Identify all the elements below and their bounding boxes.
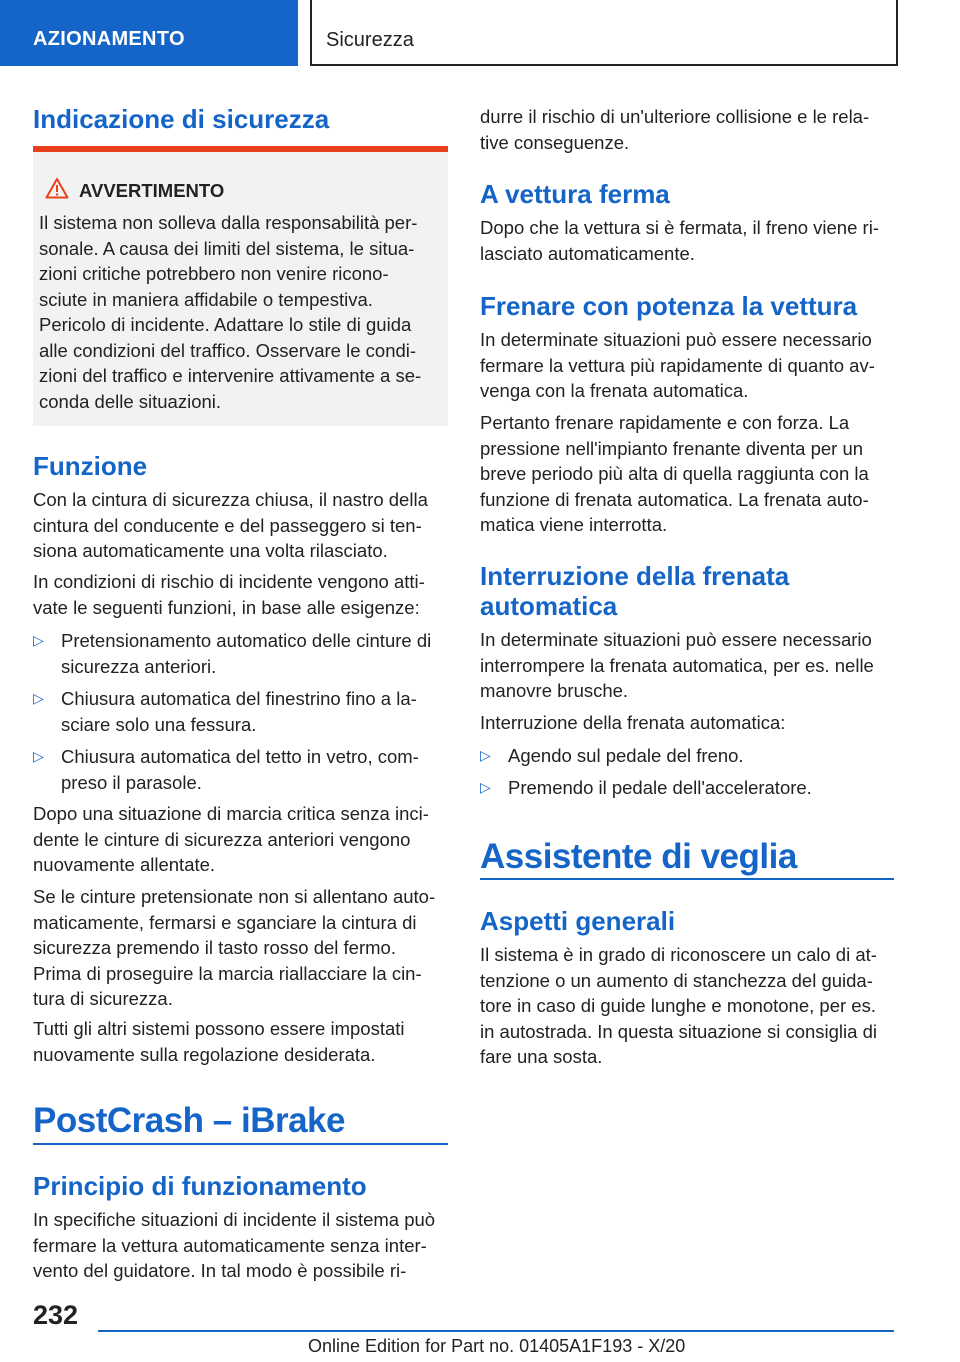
text-line: Prima di proseguire la marcia riallacciare la cin- [33,962,422,984]
heading-brake-hard: Frenare con potenza la vettura [480,291,858,321]
text-line: Dopo che la vettura si è fermata, il freno viene ri- [480,217,879,238]
paragraph-function-1 [33,487,448,564]
triangle-bullet-icon: ▷ [33,632,44,648]
text-line: manovre brusche. [480,680,629,701]
heading-function: Funzione [33,451,148,481]
paragraph-function-5 [33,1016,448,1067]
text-line: tore in caso di guide lunghe e monotone, per es. [480,995,876,1016]
triangle-bullet-icon: ▷ [33,690,44,706]
text-line: Dopo una situazione di marcia critica senza inci- [33,803,429,824]
text-line: breve periodo più alta di quella raggiunta con la [480,463,869,484]
text-line: tive conseguenze. [480,131,630,153]
text-line: In specifiche situazioni di incidente il sistema può [33,1209,436,1230]
header-chapter-label: Sicurezza [326,29,414,51]
paragraph-interrupt-1 [480,627,895,704]
section-divider [33,1143,448,1145]
warning-title: AVVERTIMENTO [79,180,225,201]
paragraph-general [480,942,895,1070]
paragraph-function-4 [33,884,448,1012]
heading-general: Aspetti generali [480,906,676,936]
heading-vehicle-stopped: A vettura ferma [480,179,670,209]
paragraph-brake-1 [480,327,895,404]
paragraph-principle-cont [480,104,895,155]
header-section-tab [0,0,298,66]
warning-line: alle condizioni del traffico. Osservare le condi- [39,339,417,361]
text-line: Chiusura automatica del finestrino fino a la- [61,688,417,709]
text-line: cintura del conducente e del passeggero si ten- [33,514,422,536]
text-line: tenzione o un aumento di stanchezza del guida- [480,969,873,991]
paragraph-interrupt-2: Interruzione della frenata automatica: [480,712,786,733]
triangle-bullet-icon: ▷ [33,748,44,764]
text-line: fare una sosta. [480,1046,603,1067]
text-line: maticamente, fermarsi e sganciare la cintura di [33,911,417,933]
warning-line: zioni critiche potrebbero non venire ricono- [39,263,389,284]
heading-interrupt [480,561,789,621]
text-line: sicurezza anteriori. [61,655,217,677]
warning-box [33,146,448,426]
warning-line: zioni del traffico e intervenire attivamente a se- [39,365,422,386]
heading-safety: Indicazione di sicurezza [33,104,330,134]
text-line: fermare la vettura automaticamente senza inter- [33,1234,427,1256]
warning-line: sonale. A causa dei limiti del sistema, le situa- [39,237,415,259]
text-line: Premendo il pedale dell'acceleratore. [508,777,812,798]
text-line: matica viene interrotta. [480,514,668,535]
text-line: Con la cintura di sicurezza chiusa, il nastro della [33,489,428,510]
text-line: In determinate situazioni può essere necessario [480,629,872,650]
warning-line: Il sistema non solleva dalla responsabilità per- [39,212,418,233]
triangle-bullet-icon: ▷ [480,779,491,795]
heading-assistant: Assistente di veglia [480,837,797,876]
text-line: fermare la vettura più rapidamente di quanto av- [480,354,875,376]
footer-divider [98,1330,894,1332]
page-number: 232 [33,1300,79,1330]
text-line: sciare solo una fessura. [61,713,257,735]
text-line: In condizioni di rischio di incidente vengono atti- [33,571,425,592]
text-line: Il sistema è in grado di riconoscere un calo di at- [480,944,877,965]
text-line: tura di sicurezza. [33,988,173,1009]
text-line: Pertanto frenare rapidamente e con forza. La [480,412,850,433]
text-line: Agendo sul pedale del freno. [508,745,744,766]
text-line: Tutti gli altri sistemi possono essere impostati [33,1018,405,1039]
text-line: interrompere la frenata automatica, per es. nelle [480,654,874,676]
text-line: lasciato automaticamente. [480,242,695,264]
warning-line: sciute in maniera affidabile o tempestiva. [39,288,373,310]
paragraph-brake-2 [480,410,895,538]
paragraph-function-3 [33,801,448,878]
text-line: vento del guidatore. In tal modo è possibile ri- [33,1260,407,1281]
warning-line: conda delle situazioni. [39,390,222,412]
paragraph-function-2 [33,569,448,620]
text-line: funzione di frenata automatica. La frenata auto- [480,488,869,510]
footer-edition: Online Edition for Part no. 01405A1F193 - X/20 [308,1336,686,1356]
header-section-label: AZIONAMENTO [33,28,185,50]
section-divider [480,878,894,880]
text-line: nuovamente sulla regolazione desiderata. [33,1043,376,1065]
heading-postcrash: PostCrash – iBrake [33,1101,345,1140]
text-line: venga con la frenata automatica. [480,380,749,401]
text-line: vate le seguenti funzioni, in base alle esigenze: [33,596,420,618]
triangle-bullet-icon: ▷ [480,747,491,763]
text-line: Pretensionamento automatico delle cinture di [61,630,432,651]
text-line: dente le cinture di sicurezza anteriori vengono [33,828,411,850]
text-line: In determinate situazioni può essere necessario [480,329,872,350]
paragraph-vehicle-stopped [480,215,895,266]
text-line: nuovamente allentate. [33,854,216,875]
header-chapter-tab [310,0,898,66]
text-line: durre il rischio di un'ulteriore collisione e le rela- [480,106,870,127]
heading-principle: Principio di funzionamento [33,1171,367,1201]
text-line: sicurezza premendo il tasto rosso del fermo. [33,937,396,958]
text-line: pressione nell'impianto frenante diventa per un [480,437,864,459]
text-line: siona automaticamente una volta rilasciato. [33,540,388,561]
warning-text [39,210,439,414]
warning-line: Pericolo di incidente. Adattare lo stile di guida [39,314,412,335]
heading-line: Interruzione della frenata [480,561,790,591]
text-line: Se le cinture pretensionate non si allentano auto- [33,886,436,907]
text-line: preso il parasole. [61,771,202,793]
text-line: in autostrada. In questa situazione si consiglia di [480,1020,877,1042]
warning-icon [45,177,69,199]
heading-line: automatica [480,591,618,621]
text-line: Chiusura automatica del tetto in vetro, com- [61,746,419,767]
paragraph-principle [33,1207,448,1284]
